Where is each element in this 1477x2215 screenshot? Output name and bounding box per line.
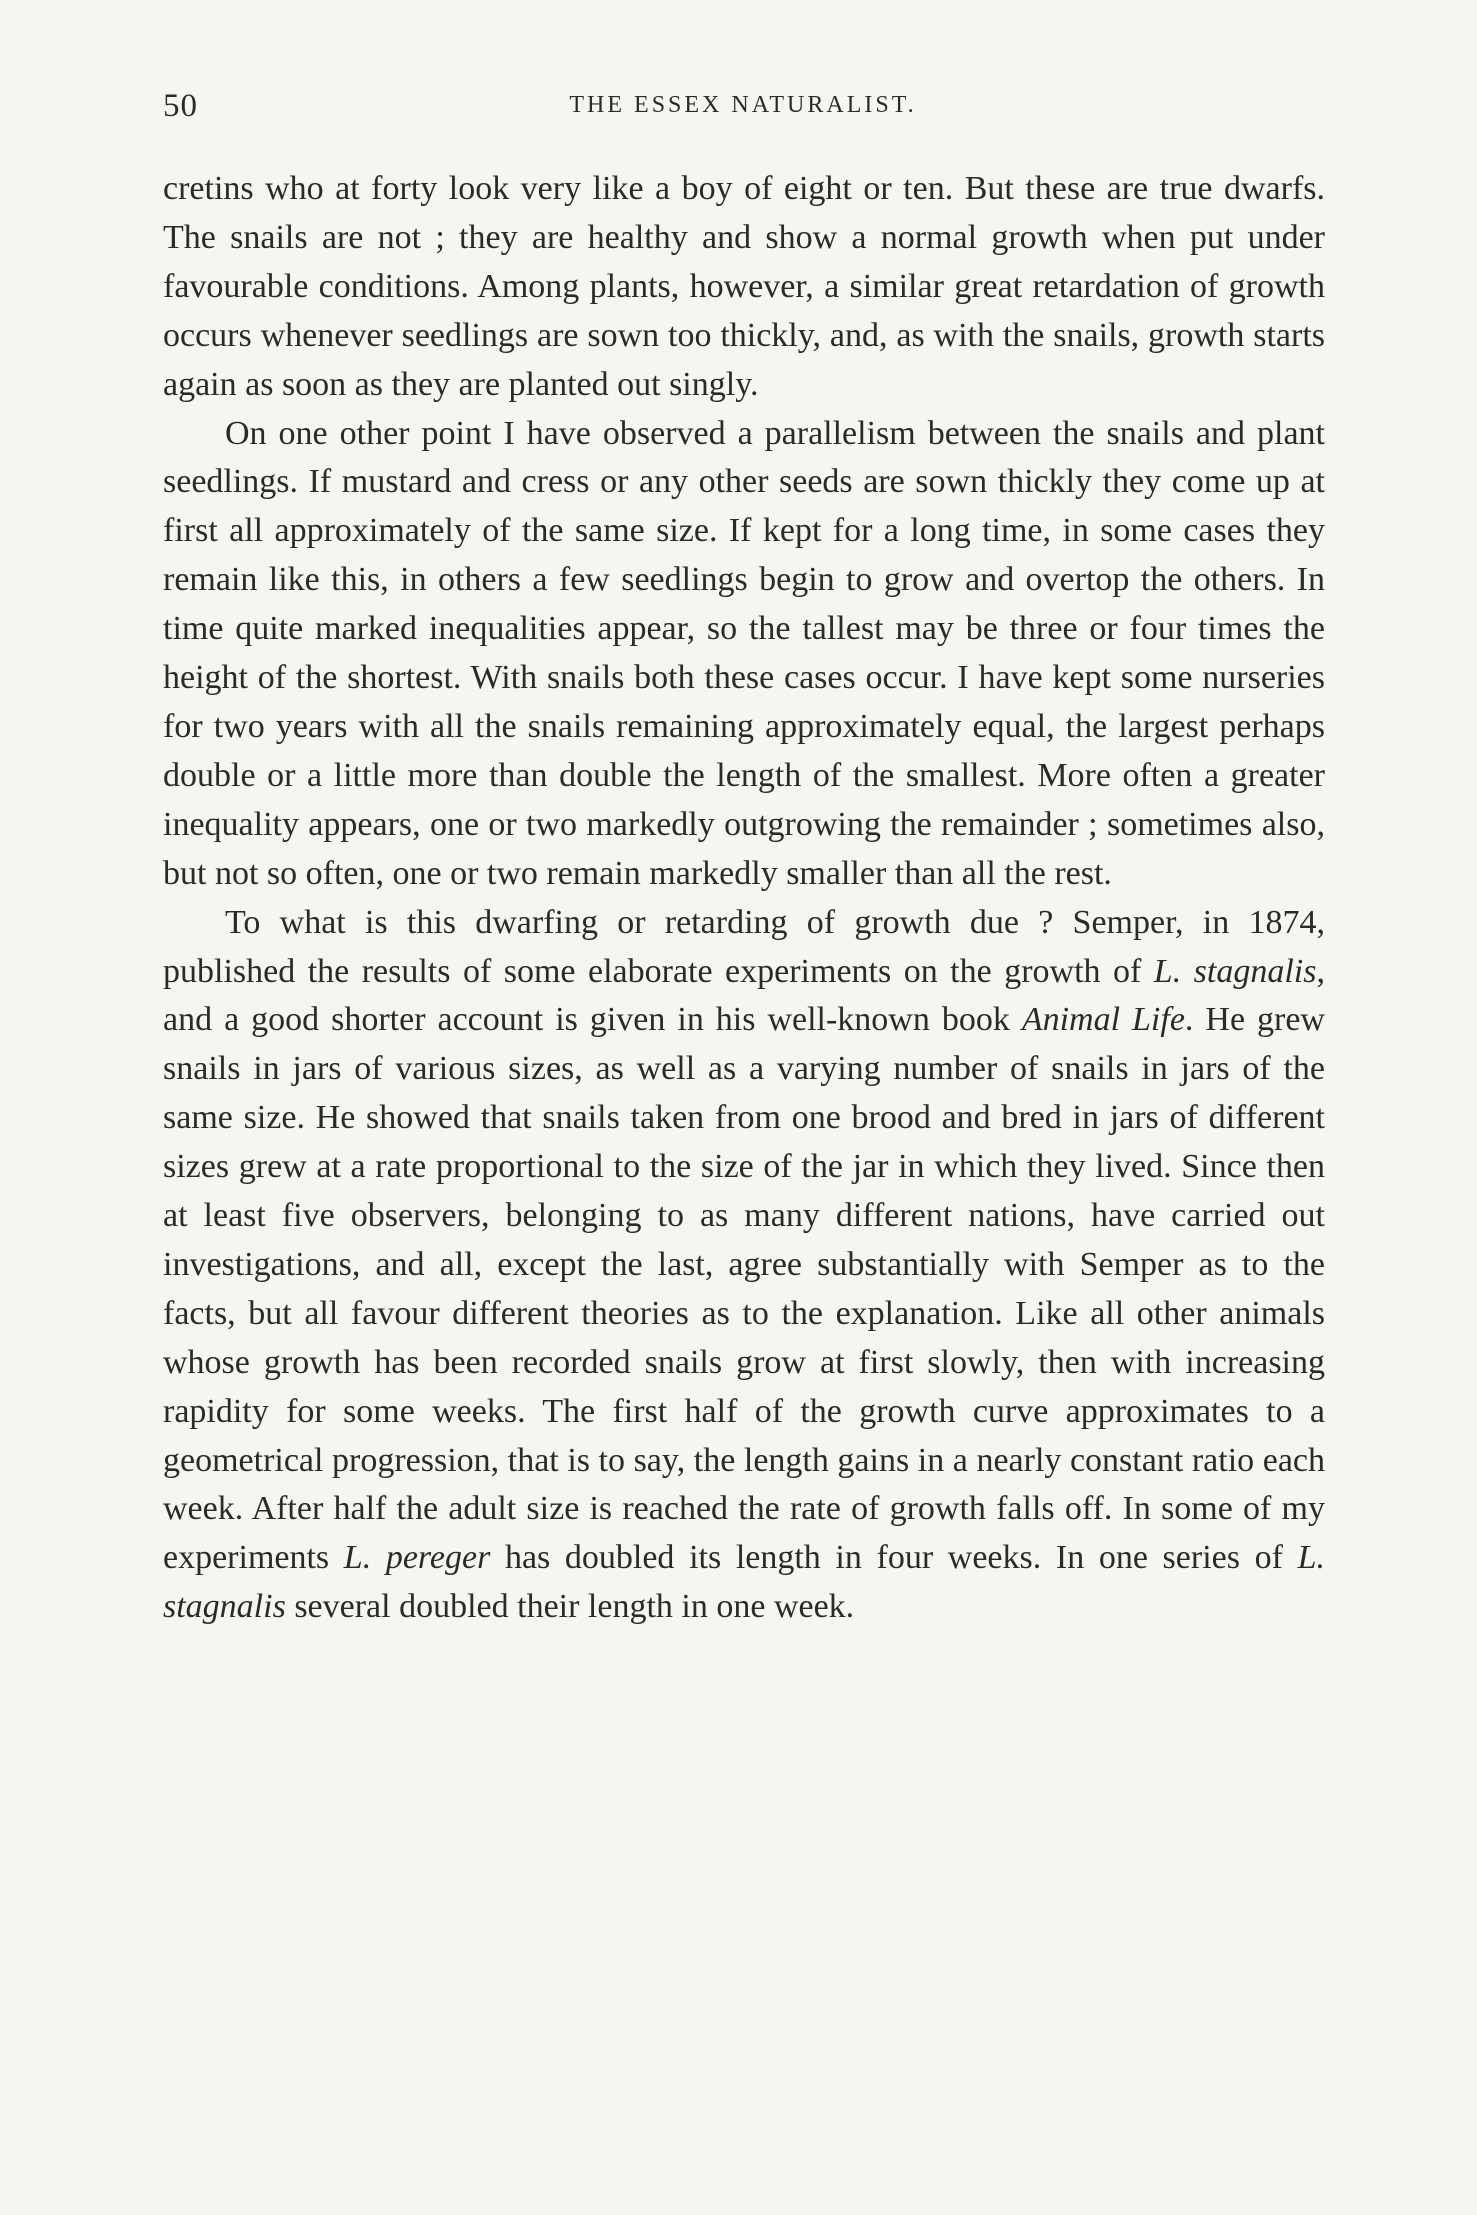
species-name-italic: L. stagnalis — [1153, 952, 1317, 990]
paragraph-3-text: . He grew snails in jars of various sizes, as well as a varying number of snails in jars of the same size. He showed that snails taken from one brood and bred in jars of different sizes grew at a rate proportional to the size of the jar in which they lived. Since then at least five observers, belonging to as many different nations, have carried out investigations, and all, except the last, agree substantially with Semper as to the facts, but all favour different theories as to the explanation. Like all other animals whose growth has been recorded snails grow at first slowly, then with increasing rapidity for some weeks. The first half of the growth curve approximates to a geometrical progression, that is to say, the length gains in a nearly constant ratio each week. After half the adult size is reached the rate of growth falls off. In some of my experiments — [163, 1001, 1325, 1577]
species-name-italic: L. stagnalis — [163, 1539, 1325, 1626]
paragraph-1 — [163, 165, 1325, 410]
body-text — [163, 165, 1325, 1632]
paragraph-2-text: On one other point I have observed a parallelism between the snails and plant seedlings. If mustard and cress or any other seeds are sown thickly they come up at first all approximately of the same size. If kept for a long time, in some cases they remain like this, in others a few seedlings begin to grow and overtop the others. In time quite marked inequalities appear, so the tallest may be three or four times the height of the shortest. With snails both these cases occur. I have kept some nurseries for two years with all the snails remaining approximately equal, the largest perhaps double or a little more than double the length of the smallest. More often a greater inequality appears, one or two markedly outgrowing the remainder ; sometimes also, but not so often, one or two remain markedly smaller than all the rest. — [163, 414, 1325, 892]
running-title: THE ESSEX NATURALIST. — [569, 92, 917, 118]
paragraph-2 — [163, 410, 1325, 899]
paragraph-1-text: cretins who at forty look very like a boy of eight or ten. But these are true dwarfs. The snails are not ; they are healthy and show a normal growth when put under favourable conditions. Among plants, however, a similar great retardation of growth occurs whenever seedlings are sown too thickly, and, as with the snails, growth starts again as soon as they are planted out singly. — [163, 170, 1325, 403]
paragraph-3-text: To what is this dwarfing or retarding of growth due ? Semper, in 1874, published the results of some elaborate experiments on the growth of — [163, 903, 1325, 990]
page-number: 50 — [163, 88, 198, 124]
paragraph-3 — [163, 899, 1325, 1633]
paragraph-3-text: several doubled their length in one week. — [285, 1588, 855, 1626]
book-title-italic: Animal Life — [1021, 1001, 1185, 1039]
page-header — [163, 88, 1323, 138]
paragraph-3-text: has doubled its length in four weeks. In one series of — [490, 1539, 1298, 1577]
species-name-italic: L. pereger — [343, 1539, 491, 1577]
paragraph-3-text: , and a good shorter account is given in his well-known book — [163, 952, 1325, 1039]
